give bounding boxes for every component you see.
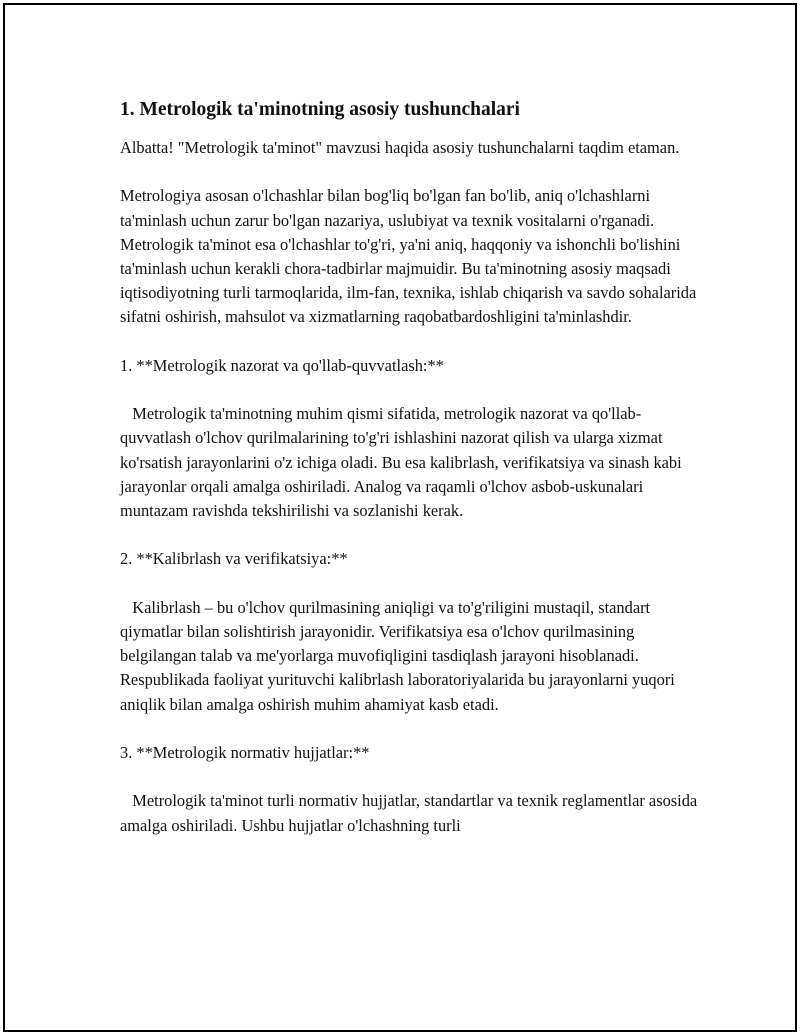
section-heading: 2. **Kalibrlash va verifikatsiya:**: [120, 549, 348, 569]
overview-paragraph: Metrologiya asosan o'lchashlar bilan bog'liq bo'lgan fan bo'lib, aniq o'lchashlarni ta'minlash uchun zarur bo'lgan nazariya, uslubiyat va texnik vositalarni o'rganadi. Metrologik ta'minot esa o'lchashlar to'g'ri, ya'ni aniq, haqqoniy va ishonchli bo'lishini ta'minlash uchun kerakli chora-tadbirlar majmuidir. Bu ta'minotning asosiy maqsadi iqtisodiyotning turli tarmoqlarida, ilm-fan, texnika, ishlab chiqarish va savdo sohalarida sifatni oshirish, mahsulot va xizmatlarning raqobatbardoshligini ta'minlashdir.: [120, 186, 697, 327]
document-title: 1. Metrologik ta'minotning asosiy tushunchalari: [120, 99, 520, 120]
document-body: [120, 98, 700, 862]
section-body: Metrologik ta'minot turli normativ hujjatlar, standartlar va texnik reglamentlar asosida amalga oshiriladi. Ushbu hujjatlar o'lchashning turli: [120, 791, 702, 835]
page-frame: [3, 3, 797, 1032]
section-heading: 1. **Metrologik nazorat va qo'llab-quvvatlash:**: [120, 355, 444, 375]
section-body: Kalibrlash – bu o'lchov qurilmasining aniqligi va to'g'riligini mustaqil, standart qiymatlar bilan solishtirish jarayonidir. Verifikatsiya esa o'lchov qurilmasining belgilangan talab va me'yorlarga muvofiqligini tasdiqlash jarayoni hisoblanadi. Respublikada faoliyat yurituvchi kalibrlash laboratoriyalarida bu jarayonlarni yuqori aniqlik bilan amalga oshirish muhim ahamiyat kasb etadi.: [120, 597, 679, 714]
intro-paragraph: Albatta! "Metrologik ta'minot" mavzusi haqida asosiy tushunchalarni taqdim etaman.: [120, 138, 680, 157]
section-body: Metrologik ta'minotning muhim qismi sifatida, metrologik nazorat va qo'llab-quvvatlash o'lchov qurilmalarining to'g'ri ishlashini nazorat qilish va ularga xizmat ko'rsatish jarayonlarini o'z ichiga oladi. Bu esa kalibrlash, verifikatsiya va sinash kabi jarayonlar orqali amalga oshiriladi. Analog va raqamli o'lchov asbob-uskunalari muntazam ravishda tekshirilishi va sozlanishi kerak.: [120, 404, 686, 520]
section-heading: 3. **Metrologik normativ hujjatlar:**: [120, 742, 370, 762]
